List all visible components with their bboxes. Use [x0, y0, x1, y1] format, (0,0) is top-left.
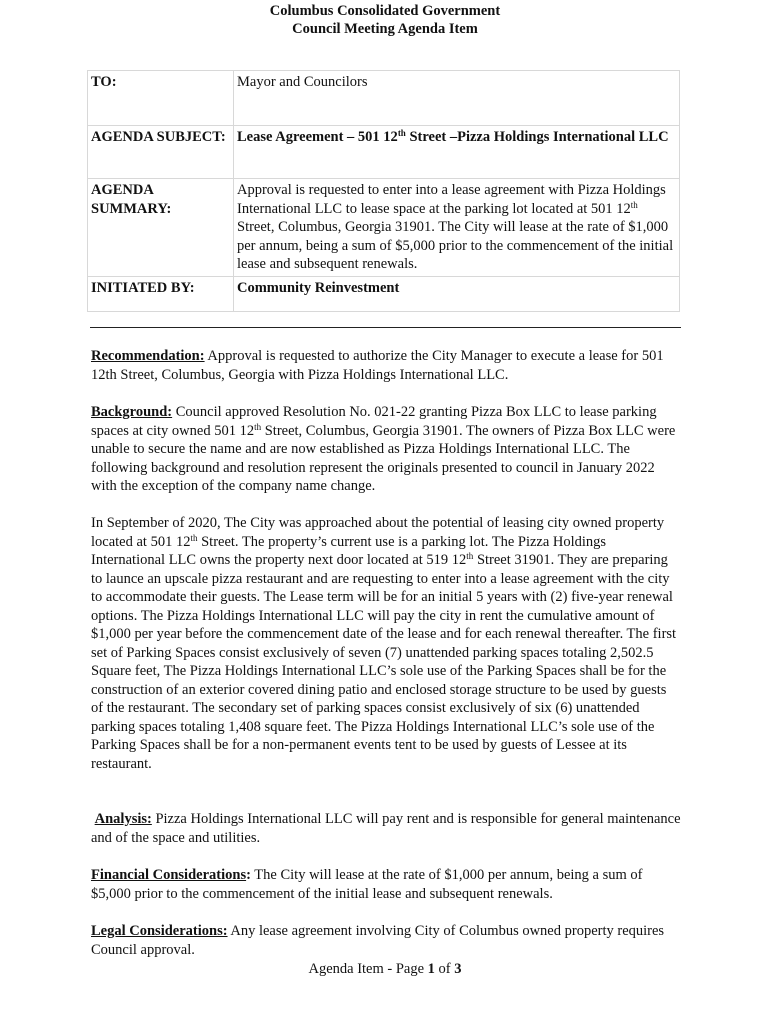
recommendation-heading: Recommendation:: [91, 348, 205, 364]
recommendation-section: [91, 347, 681, 384]
current-page-number: 1: [427, 961, 435, 977]
background-section: Background: Council approved Resolution No. 021-22 granting Pizza Box LLC to lease parking spaces at city owned 501 12th Street, Columbus, Georgia 31901. The owners of Pizza Box LLC were unable to secure the name and are now established as Pizza Holdings International LLC. The following background and resolution represent the originals presented to council in January 2022 with the exception of the company name change.: [91, 404, 676, 494]
financial-text: The City will lease at the rate of $1,000 per annum, being a sum of $5,000 prior to the commencement of the initial lease and subsequent renewals.: [91, 867, 643, 902]
recommendation-text: Approval is requested to authorize the City Manager to execute a lease for 501 12th Street, Columbus, Georgia with Pizza Holdings International LLC.: [91, 348, 664, 383]
analysis-section: [91, 810, 681, 847]
legal-considerations-section: [91, 922, 681, 959]
agenda-subject-value: Lease Agreement – 501 12th Street –Pizza Holdings International LLC: [234, 126, 680, 179]
to-label: TO:: [88, 71, 234, 126]
agenda-summary-value: Approval is requested to enter into a lease agreement with Pizza Holdings International LLC to lease space at the parking lot located at 501 12th Street, Columbus, Georgia 31901. The City will lease at the rate of $1,000 per annum, being a sum of $5,000 prior to the commencement of the initial lease and subsequent renewals.: [234, 179, 680, 277]
table-row: [88, 276, 680, 311]
legal-text: Any lease agreement involving City of Columbus owned property requires Council approval.: [91, 923, 665, 958]
agenda-info-table: [87, 70, 680, 312]
legal-heading: Legal Considerations:: [91, 923, 228, 939]
financial-considerations-section: Financial Considerations: The City will lease at the rate of $1,000 per annum, being a sum of $5,000 prior to the commencement of the initial lease and subsequent renewals.: [91, 867, 643, 902]
table-row: [88, 71, 680, 126]
agenda-subject-label: AGENDA SUBJECT:: [88, 126, 234, 179]
to-value: Mayor and Councilors: [234, 71, 680, 126]
agenda-summary-label: AGENDA SUMMARY:: [88, 179, 234, 277]
background-heading: Background:: [91, 404, 173, 420]
analysis-heading: Analysis:: [94, 811, 152, 827]
organization-title: Columbus Consolidated Government: [269, 3, 501, 19]
initiated-by-label: INITIATED BY:: [88, 276, 234, 311]
background-details-paragraph: In September of 2020, The City was approached about the potential of leasing city owned property located at 501 12th Street. The property’s current use is a parking lot. The Pizza Holdings International LLC owns the property next door located at 519 12th Street 31901. They are preparing to launce an upscale pizza restaurant and are requesting to enter into a lease agreement with the city to accommodate their guests. The Lease term will be for an initial 5 years with (2) five-year renewal options. The Pizza Holdings International LLC will pay the city in rent the cumulative amount of $1,000 per year before the commencement date of the lease and for each renewal thereafter. The first set of Parking Spaces consist exclusively of seven (7) unattended parking spaces totaling 2,502.5 Square feet, The Pizza Holdings International LLC’s sole use of the Parking Spaces shall be for the construction of an exterior covered dining patio and enclosed storage structure to be used by guests of the restaurant. The secondary set of parking spaces consist exclusively of six (6) unattended parking spaces totaling 1,408 square feet. The Pizza Holdings International LLC’s sole use of the Parking Spaces shall be for a non-permanent events tent to be used by guests of Lessee at its restaurant.: [91, 515, 677, 772]
table-row: [88, 179, 680, 277]
financial-heading: Financial Considerations: [91, 867, 247, 883]
document-title: Council Meeting Agenda Item: [292, 21, 478, 37]
analysis-text: Pizza Holdings International LLC will pay rent and is responsible for general maintenance and of the space and utilities.: [91, 811, 681, 846]
total-page-count: 3: [454, 961, 462, 977]
initiated-by-value: Community Reinvestment: [234, 276, 680, 311]
table-row: [88, 126, 680, 179]
section-divider: [90, 327, 681, 328]
page-footer: Agenda Item - Page 1 of 3: [308, 961, 462, 977]
